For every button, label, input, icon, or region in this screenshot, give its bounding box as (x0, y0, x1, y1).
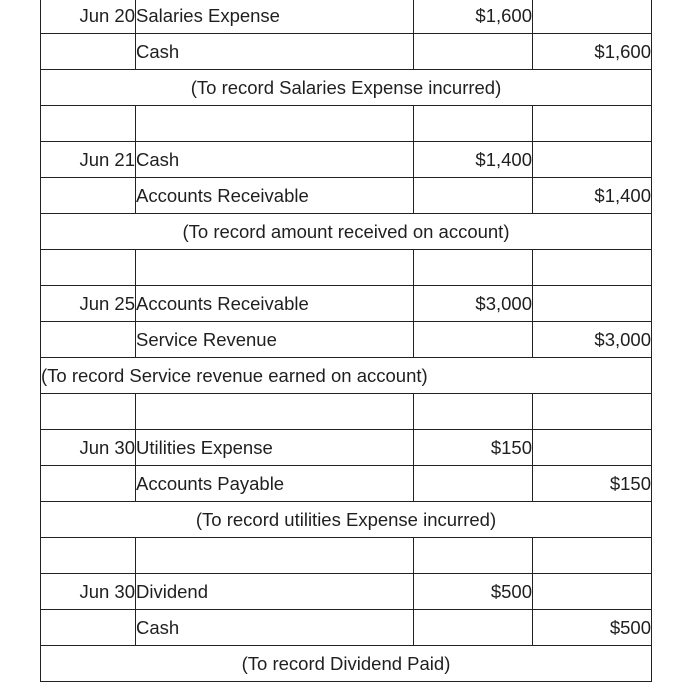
entry-date: Jun 25 (41, 286, 136, 322)
journal-narration-row (41, 70, 652, 106)
credit-amount: $1,400 (533, 178, 652, 214)
debit-amount: $150 (414, 430, 533, 466)
journal-narration-row (41, 646, 652, 682)
debit-account: Cash (136, 142, 414, 178)
entry-date: Jun 30 (41, 430, 136, 466)
journal-blank-row (41, 394, 652, 430)
blank-cell (414, 538, 533, 574)
empty-debit-cell (414, 610, 533, 646)
empty-credit-cell (533, 574, 652, 610)
journal-blank-row (41, 250, 652, 286)
blank-cell (41, 106, 136, 142)
empty-debit-cell (414, 34, 533, 70)
blank-cell (136, 250, 414, 286)
credit-amount: $3,000 (533, 322, 652, 358)
empty-date-cell (41, 466, 136, 502)
journal-credit-row (41, 34, 652, 70)
journal-credit-row (41, 610, 652, 646)
debit-account: Salaries Expense (136, 0, 414, 34)
entry-narration: (To record Service revenue earned on account) (41, 358, 652, 394)
blank-cell (41, 250, 136, 286)
journal-debit-row (41, 430, 652, 466)
credit-account: Accounts Payable (136, 466, 414, 502)
debit-amount: $500 (414, 574, 533, 610)
journal-debit-row (41, 286, 652, 322)
journal-debit-row (41, 0, 652, 34)
blank-cell (136, 394, 414, 430)
journal-debit-row (41, 574, 652, 610)
journal-narration-row (41, 214, 652, 250)
empty-date-cell (41, 178, 136, 214)
blank-cell (533, 538, 652, 574)
debit-amount: $3,000 (414, 286, 533, 322)
journal-credit-row (41, 322, 652, 358)
debit-account: Utilities Expense (136, 430, 414, 466)
empty-debit-cell (414, 178, 533, 214)
entry-date: Jun 20 (41, 0, 136, 34)
entry-date: Jun 21 (41, 142, 136, 178)
blank-cell (414, 394, 533, 430)
credit-account: Accounts Receivable (136, 178, 414, 214)
blank-cell (41, 538, 136, 574)
credit-account: Service Revenue (136, 322, 414, 358)
credit-amount: $500 (533, 610, 652, 646)
debit-amount: $1,600 (414, 0, 533, 34)
journal-entries-table (40, 0, 652, 682)
journal-credit-row (41, 466, 652, 502)
empty-credit-cell (533, 286, 652, 322)
empty-credit-cell (533, 0, 652, 34)
journal-blank-row (41, 538, 652, 574)
journal-narration-row (41, 358, 652, 394)
entry-date: Jun 30 (41, 574, 136, 610)
entry-narration: (To record utilities Expense incurred) (41, 502, 652, 538)
debit-amount: $1,400 (414, 142, 533, 178)
journal-blank-row (41, 106, 652, 142)
blank-cell (533, 250, 652, 286)
debit-account: Accounts Receivable (136, 286, 414, 322)
debit-account: Dividend (136, 574, 414, 610)
journal-narration-row (41, 502, 652, 538)
credit-account: Cash (136, 610, 414, 646)
empty-date-cell (41, 322, 136, 358)
credit-account: Cash (136, 34, 414, 70)
entry-narration: (To record Salaries Expense incurred) (41, 70, 652, 106)
credit-amount: $1,600 (533, 34, 652, 70)
blank-cell (136, 538, 414, 574)
entry-narration: (To record Dividend Paid) (41, 646, 652, 682)
blank-cell (136, 106, 414, 142)
credit-amount: $150 (533, 466, 652, 502)
entry-narration: (To record amount received on account) (41, 214, 652, 250)
empty-debit-cell (414, 466, 533, 502)
empty-credit-cell (533, 142, 652, 178)
journal-credit-row (41, 178, 652, 214)
journal-debit-row (41, 142, 652, 178)
empty-debit-cell (414, 322, 533, 358)
blank-cell (414, 106, 533, 142)
blank-cell (533, 106, 652, 142)
empty-date-cell (41, 34, 136, 70)
blank-cell (533, 394, 652, 430)
empty-credit-cell (533, 430, 652, 466)
empty-date-cell (41, 610, 136, 646)
blank-cell (414, 250, 533, 286)
blank-cell (41, 394, 136, 430)
